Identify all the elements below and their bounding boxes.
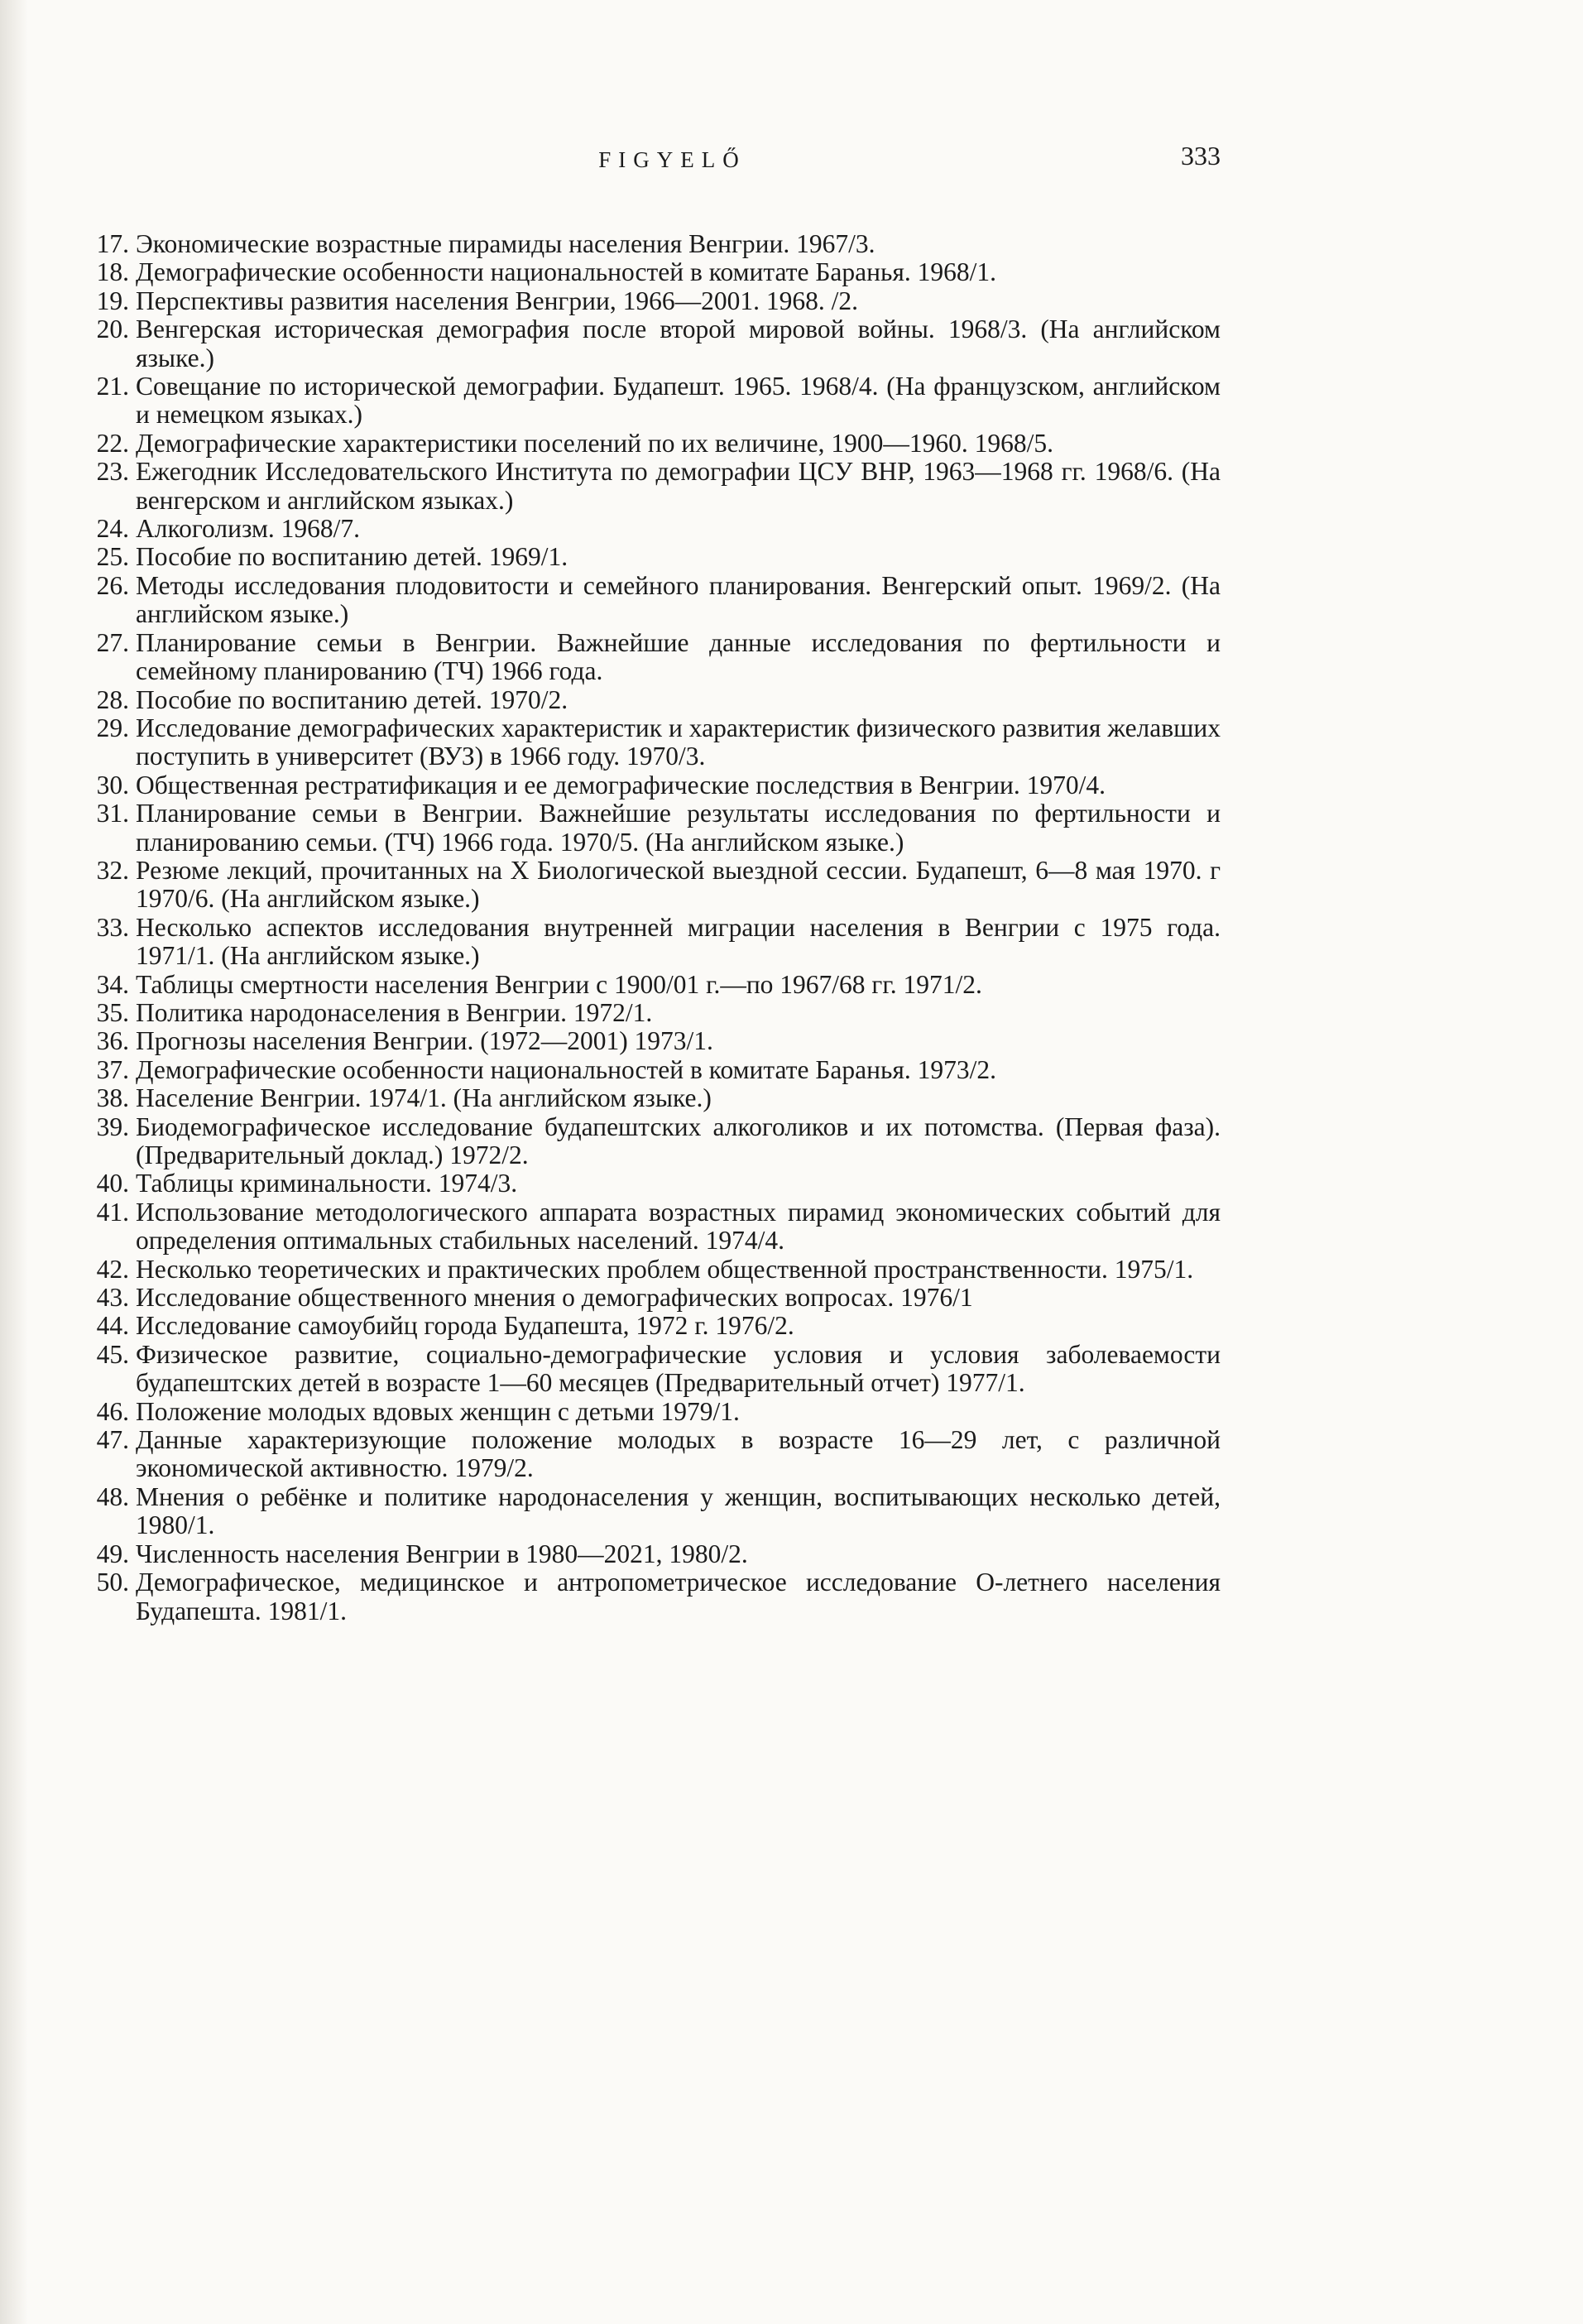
page-header	[124, 141, 1221, 190]
list-item	[70, 230, 1221, 258]
list-item-number: 17.	[96, 229, 129, 258]
list-item	[70, 714, 1221, 771]
list-item-number: 43.	[96, 1283, 129, 1313]
list-item	[70, 1341, 1221, 1398]
page-binding-shadow	[0, 0, 28, 2324]
list-item-text: Пособие по воспитанию детей. 1969/1.	[136, 542, 568, 572]
list-item-number: 44.	[96, 1311, 129, 1341]
list-item-text: Таблицы криминальности. 1974/3.	[136, 1169, 518, 1198]
list-item	[70, 258, 1221, 286]
list-item-number: 37.	[96, 1054, 129, 1084]
list-item-number: 38.	[96, 1083, 129, 1113]
list-item-text: Совещание по исторической демографии. Будапешт. 1965. 1968/4. (На французском, английском и немецком языках.)	[136, 372, 1221, 430]
list-item-text: Демографические особенности национальностей в комитате Баранья. 1973/2.	[136, 1054, 996, 1084]
list-item-text: Численность населения Венгрии в 1980—2021, 1980/2.	[136, 1539, 748, 1568]
list-item-number: 47.	[96, 1425, 129, 1455]
list-item	[70, 1169, 1221, 1198]
list-item	[70, 1056, 1221, 1084]
list-item	[70, 1483, 1221, 1540]
list-item-number: 28.	[96, 684, 129, 714]
list-item-number: 25.	[96, 542, 129, 572]
list-item-number: 45.	[96, 1339, 129, 1369]
list-item-text: Демографическое, медицинское и антропометрическое исследование О-летнего населения Будапешта. 1981/1.	[136, 1568, 1221, 1625]
list-item-text: Демографические особенности национальностей в комитате Баранья. 1968/1.	[136, 257, 996, 287]
running-head: FIGYELŐ	[598, 147, 746, 172]
list-item-text: Мнения о ребёнке и политике народонаселения у женщин, воспитывающих несколько детей, 1980/1.	[136, 1481, 1221, 1540]
list-item	[70, 771, 1221, 799]
list-item-text: Планирование семьи в Венгрии. Важнейшие результаты исследования по фертильности и планированию семьи. (ТЧ) 1966 года. 1970/5. (На английском языке.)	[136, 799, 1221, 857]
list-item	[70, 1568, 1221, 1625]
list-item-text: Данные характеризующие положение молодых в возрасте 16—29 лет, с различной экономической активностю. 1979/2.	[136, 1425, 1221, 1483]
list-item	[70, 629, 1221, 686]
list-item-text: Ежегодник Исследовательского Института по демографии ЦСУ ВНР, 1963—1968 гг. 1968/6. (На венгерском и английском языках.)	[136, 457, 1221, 515]
list-item-number: 20.	[96, 315, 129, 344]
list-item	[70, 686, 1221, 714]
list-item-number: 36.	[96, 1026, 129, 1056]
list-item-text: Резюме лекций, прочитанных на X Биологической выездной сессии. Будапешт, 6—8 мая 1970. г 1970/6. (На английском языке.)	[136, 855, 1221, 914]
list-item-text: Исследование общественного мнения о демографических вопросах. 1976/1	[136, 1283, 973, 1313]
list-item	[70, 372, 1221, 430]
list-item-text: Биодемографическое исследование будапештских алкоголиков и их потомства. (Первая фаза). (Предварительный доклад.) 1972/2.	[136, 1112, 1221, 1169]
list-item	[70, 572, 1221, 629]
list-item	[70, 799, 1221, 857]
list-item-text: Несколько аспектов исследования внутренней миграции населения в Венгрии с 1975 года. 1971/1. (На английском языке.)	[136, 912, 1221, 971]
list-item-number: 35.	[96, 997, 129, 1027]
list-item	[70, 914, 1221, 971]
list-item-text: Несколько теоретических и практических проблем общественной пространственности. 1975/1.	[136, 1254, 1194, 1284]
list-item-number: 26.	[96, 570, 129, 600]
list-item	[70, 287, 1221, 315]
publication-list	[70, 230, 1221, 1625]
list-item	[70, 1113, 1221, 1170]
list-item	[70, 515, 1221, 543]
list-item	[70, 1312, 1221, 1340]
list-item-text: Население Венгрии. 1974/1. (На английском языке.)	[136, 1083, 712, 1113]
list-item-number: 33.	[96, 912, 129, 942]
list-item-number: 23.	[96, 457, 129, 487]
list-item-text: Пособие по воспитанию детей. 1970/2.	[136, 684, 568, 714]
list-item-number: 18.	[96, 257, 129, 287]
list-item-number: 27.	[96, 627, 129, 657]
list-item	[70, 1284, 1221, 1312]
list-item-number: 40.	[96, 1169, 129, 1198]
list-item	[70, 430, 1221, 458]
list-item-text: Использование методологического аппарата возрастных пирамид экономических событий для определения оптимальных стабильных населений. 1974/4.	[136, 1197, 1221, 1256]
list-item-number: 19.	[96, 286, 129, 315]
list-item	[70, 1426, 1221, 1483]
list-item-number: 24.	[96, 514, 129, 544]
list-item-number: 21.	[96, 372, 129, 401]
list-item-text: Положение молодых вдовых женщин с детьми 1979/1.	[136, 1396, 740, 1426]
list-item-text: Экономические возрастные пирамиды населения Венгрии. 1967/3.	[136, 229, 875, 258]
list-item	[70, 1398, 1221, 1426]
list-item-number: 49.	[96, 1539, 129, 1568]
list-item-number: 22.	[96, 428, 129, 458]
list-item	[70, 315, 1221, 372]
list-item-text: Венгерская историческая демография после второй мировой войны. 1968/3. (На английском языке.)	[136, 315, 1221, 372]
list-item	[70, 1540, 1221, 1568]
list-item	[70, 857, 1221, 914]
list-item-text: Перспективы развития населения Венгрии, 1966—2001. 1968. /2.	[136, 286, 858, 315]
list-item-number: 48.	[96, 1481, 129, 1511]
list-item-text: Методы исследования плодовитости и семейного планирования. Венгерский опыт. 1969/2. (На английском языке.)	[136, 570, 1221, 629]
list-item	[70, 1084, 1221, 1112]
list-item	[70, 1027, 1221, 1055]
list-item-text: Политика народонаселения в Венгрии. 1972/1.	[136, 997, 653, 1027]
list-item	[70, 1256, 1221, 1284]
list-item-text: Прогнозы населения Венгрии. (1972—2001) 1973/1.	[136, 1026, 713, 1056]
list-item-number: 31.	[96, 799, 129, 828]
page-number: 333	[1181, 141, 1221, 170]
list-item	[70, 999, 1221, 1027]
list-item-number: 32.	[96, 855, 129, 885]
list-item-number: 34.	[96, 969, 129, 999]
list-item-number: 41.	[96, 1197, 129, 1227]
list-item-number: 46.	[96, 1396, 129, 1426]
list-item-number: 29.	[96, 713, 129, 742]
list-item	[70, 971, 1221, 999]
list-item	[70, 543, 1221, 571]
list-item-number: 39.	[96, 1112, 129, 1141]
list-item-number: 50.	[96, 1568, 129, 1597]
list-item-number: 30.	[96, 770, 129, 799]
list-item-text: Демографические характеристики поселений по их величине, 1900—1960. 1968/5.	[136, 428, 1054, 458]
list-item-text: Алкоголизм. 1968/7.	[136, 514, 361, 544]
list-item-text: Физическое развитие, социально-демографические условия и условия заболеваемости будапештских детей в возрасте 1—60 месяцев (Предварительный отчет) 1977/1.	[136, 1339, 1221, 1398]
list-item-number: 42.	[96, 1254, 129, 1284]
list-item-text: Таблицы смертности населения Венгрии с 1900/01 г.—по 1967/68 гг. 1971/2.	[136, 969, 982, 999]
list-item	[70, 1198, 1221, 1256]
list-item-text: Исследование демографических характеристик и характеристик физического развития желавших поступить в университет (ВУЗ) в 1966 году. 1970/3.	[136, 713, 1221, 771]
list-item	[70, 458, 1221, 515]
list-item-text: Планирование семьи в Венгрии. Важнейшие данные исследования по фертильности и семейному планированию (ТЧ) 1966 года.	[136, 627, 1221, 686]
list-item-text: Общественная рестратификация и ее демографические последствия в Венгрии. 1970/4.	[136, 770, 1106, 799]
list-item-text: Исследование самоубийц города Будапешта, 1972 г. 1976/2.	[136, 1311, 794, 1341]
